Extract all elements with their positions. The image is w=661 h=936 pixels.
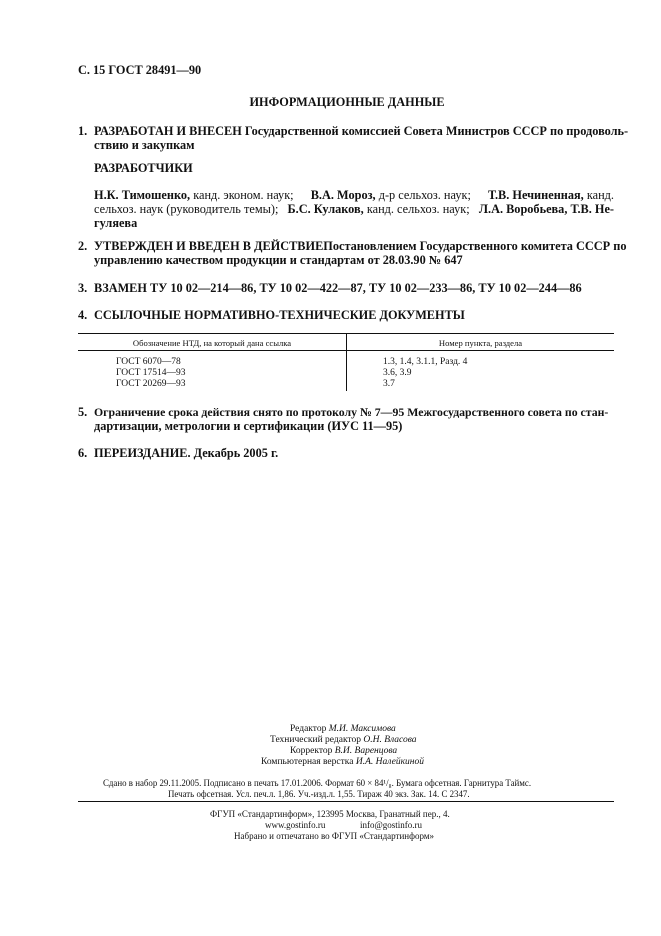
- section-1-text-b: ствию и закупкам: [94, 138, 195, 152]
- imprint-label: Редактор: [290, 724, 327, 734]
- imprint-person: И.А. Налейкиной: [355, 757, 424, 767]
- section-1-text-a: Государственной комиссией Совета Министров СССР по продоволь-: [244, 124, 629, 138]
- section-2-heading: УТВЕРЖДЕН И ВВЕДЕН В ДЕЙСТВИЕ: [94, 239, 324, 253]
- developer-degree: канд. эконом. наук;: [193, 188, 294, 202]
- table-cell-item: 1.3, 1.4, 3.1.1, Разд. 4: [383, 357, 468, 367]
- section-6-text: ПЕРЕИЗДАНИЕ. Декабрь 2005 г.: [94, 446, 279, 460]
- imprint-label: Корректор: [290, 746, 333, 756]
- developer-degree: д-р сельхоз. наук;: [378, 188, 471, 202]
- table-cell-item: 3.7: [383, 379, 395, 389]
- imprint-publisher: ФГУП «Стандартинформ», 123995 Москва, Гранатный пер., 4.: [210, 809, 450, 819]
- section-3-text: ВЗАМЕН ТУ 10 02—214—86, ТУ 10 02—422—87, ТУ 10 02—233—86, ТУ 10 02—244—86: [94, 281, 582, 295]
- section-5-text-b: дартизации, метрологии и сертификации (ИУС 11—95): [94, 419, 403, 433]
- developer-degree: сельхоз. наук (руководитель темы);: [94, 202, 279, 216]
- table-cell-doc: ГОСТ 6070—78: [116, 357, 181, 367]
- table-cell-item: 3.6, 3.9: [383, 368, 412, 378]
- section-title: ИНФОРМАЦИОННЫЕ ДАННЫЕ: [249, 95, 445, 109]
- section-1-heading: РАЗРАБОТАН И ВНЕСЕН: [94, 124, 242, 138]
- page-header: С. 15 ГОСТ 28491—90: [78, 63, 202, 77]
- table-cell-doc: ГОСТ 20269—93: [116, 379, 186, 389]
- imprint-person: М.И. Максимова: [328, 724, 396, 734]
- imprint-print-a: Сдано в набор 29.11.2005. Подписано в печать 17.01.2006. Формат 60 × 84¹/₈. Бумага офсетная. Гарнитура Таймс.: [103, 778, 532, 788]
- section-3-number: 3.: [78, 281, 88, 295]
- imprint-printer: Набрано и отпечатано во ФГУП «Стандартинформ»: [234, 831, 435, 841]
- section-2-text-a: Постановлением Государственного комитета СССР по: [323, 239, 627, 253]
- section-6-number: 6.: [78, 446, 88, 460]
- imprint-layout: [261, 756, 424, 768]
- developer-degree: канд.: [586, 188, 614, 202]
- section-5-text-a: Ограничение срока действия снято по протоколу № 7—95 Межгосударственного совета по стан-: [94, 405, 609, 419]
- imprint-web: www.gostinfo.ru: [265, 820, 326, 830]
- table-cell-doc: ГОСТ 17514—93: [116, 368, 186, 378]
- developers-line-1: [94, 188, 614, 203]
- developer-name: Н.К. Тимошенко,: [94, 188, 191, 202]
- developer-name: Т.В. Нечиненная,: [488, 188, 584, 202]
- section-2-number: 2.: [78, 239, 88, 253]
- section-2-text-b: управлению качеством продукции и стандартам от 28.03.90 № 647: [94, 253, 463, 267]
- imprint-label: Технический редактор: [270, 735, 361, 745]
- imprint-email: info@gostinfo.ru: [360, 820, 423, 830]
- developer-name: В.А. Мороз,: [310, 188, 376, 202]
- section-5-number: 5.: [78, 405, 88, 419]
- imprint-rule: [78, 801, 614, 802]
- section-1-line-a: [94, 124, 629, 139]
- section-2-line-a: [94, 239, 627, 254]
- table-header-col-1: Обозначение НТД, на который дана ссылка: [132, 338, 292, 348]
- imprint-person: О.Н. Власова: [363, 735, 417, 745]
- table-header-col-2: Номер пункта, раздела: [438, 338, 523, 348]
- section-4-number: 4.: [78, 308, 88, 322]
- imprint-label: Компьютерная верстка: [261, 757, 354, 767]
- imprint-person: В.И. Варенцова: [334, 746, 398, 756]
- developer-name: гуляева: [94, 216, 138, 230]
- developer-name: Б.С. Кулаков,: [287, 202, 364, 216]
- developer-degree: канд. сельхоз. наук;: [366, 202, 470, 216]
- developers-line-2: [94, 202, 614, 217]
- developer-name: Л.А. Воробьева, Т.В. Не-: [478, 202, 614, 216]
- section-4-text: ССЫЛОЧНЫЕ НОРМАТИВНО-ТЕХНИЧЕСКИЕ ДОКУМЕНТЫ: [94, 308, 465, 322]
- imprint-print-b: Печать офсетная. Усл. печ.л. 1,86. Уч.-изд.л. 1,55. Тираж 40 экз. Зак. 14. С 2347.: [168, 789, 470, 799]
- developers-title: РАЗРАБОТЧИКИ: [94, 161, 193, 175]
- section-1-number: 1.: [78, 124, 88, 138]
